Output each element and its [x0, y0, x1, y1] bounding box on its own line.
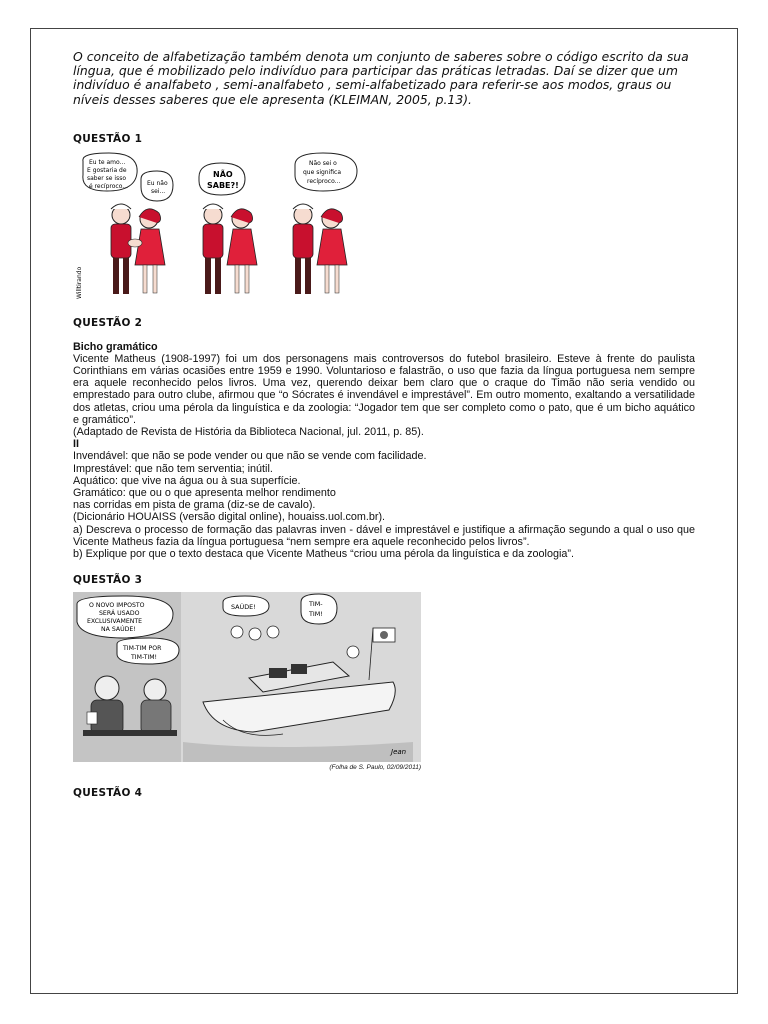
- document-content: [73, 50, 695, 799]
- comic2-bubble-1-line-1: O NOVO IMPOSTO: [89, 602, 145, 610]
- comic-strip-question-1: [73, 151, 363, 303]
- definition-line: Gramático: que ou o que apresenta melhor rendimento: [73, 487, 336, 500]
- question-3-title: QUESTÃO 3: [73, 574, 143, 587]
- definition-line: Imprestável: que não tem serventia; inútil.: [73, 462, 273, 475]
- comic1-bubble-1-line-3: saber se isso: [87, 174, 126, 182]
- question-2-paragraph: Vicente Matheus (1908-1997) foi um dos personagens mais controversos do futebol brasileiro. Esteve à frente do paulista Corinthians em várias ocasiões entre 1959 e 1990. Voluntarioso e falastrão, o uso que fazia da língua portuguesa nem sempre era aquele reconhecido pelos livros. Uma vez, querendo deixar bem claro que o craque do Timão não seria vendido ou emprestado para outro clube, afirmou que “o Sócrates é invendável e imprestável”. Em outro momento, exaltando a versatilidade dos atletas, criou uma pérola da linguística e da zoologia: “Jogador tem que ser completo como o pato, que é um bicho aquático e gramático”.: [73, 352, 695, 426]
- question-1-title: QUESTÃO 1: [73, 132, 143, 145]
- comic2-bubble-2-line-1: TIM-TIM POR: [123, 645, 162, 653]
- intro-paragraph: O conceito de alfabetização também denota um conjunto de saberes sobre o código escrito da sua língua, que é mobilizado pelo indivíduo para participar das práticas letradas. Daí se dizer que um indivíduo é analfabeto , semi-analfabeto , semi-alfabetizado para referir-se aos modos, graus ou níveis desses saberes que ele apresenta (KLEIMAN, 2005, p.13).: [73, 49, 689, 107]
- comic2-bubble-2-line-2: TIM-TIM!: [131, 654, 158, 662]
- comic2-bubble-1-line-4: NA SAÚDE!: [101, 626, 136, 634]
- comic2-signature: Jean: [391, 748, 407, 757]
- comic-question-3-image: [73, 592, 421, 762]
- question-2-source: (Adaptado de Revista de História da Biblioteca Nacional, jul. 2011, p. 85).: [73, 426, 424, 439]
- question-2-item-b: b) Explique por que o texto destaca que Vicente Matheus “criou uma pérola da linguística e da zoologia”.: [73, 548, 574, 561]
- comic1-bubble-1-line-1: Eu te amo...: [89, 158, 126, 166]
- comic1-bubble-4-line-3: recíproco...: [307, 177, 341, 185]
- comic1-bubble-3-line-2: SABE?!: [207, 180, 239, 190]
- comic2-bubble-1-line-3: EXCLUSIVAMENTE: [87, 618, 143, 626]
- comic2-bubble-3: SAÚDE!: [231, 603, 256, 612]
- comic-question-3: [73, 592, 421, 771]
- comic1-bubble-2-line-1: Eu não: [147, 179, 168, 187]
- comic2-bubble-4-line-1: TIM-: [309, 600, 323, 609]
- comic1-bubble-2-line-2: sei...: [151, 187, 166, 195]
- question-2-title: QUESTÃO 2: [73, 316, 143, 329]
- question-4-title: QUESTÃO 4: [73, 787, 143, 800]
- comic2-bubble-1-line-2: SERÁ USADO: [99, 610, 140, 618]
- definition-line: Aquático: que vive na água ou à sua superfície.: [73, 474, 301, 487]
- question-2-subtitle: Bicho gramático: [73, 340, 158, 353]
- comic2-bubble-4-line-2: TIM!: [309, 610, 323, 619]
- definition-line: Invendável: que não se pode vender ou que não se vende com facilidade.: [73, 450, 427, 463]
- question-2-roman-numeral: II: [73, 438, 79, 451]
- comic1-bubble-1-line-2: E gostaria de: [87, 166, 127, 174]
- comic-question-3-caption: (Folha de S. Paulo, 02/09/2011): [329, 764, 421, 772]
- comic1-bubble-4-line-1: Não sei o: [309, 159, 337, 167]
- comic1-bubble-1-line-4: é recíproco...: [89, 182, 128, 190]
- definition-line: nas corridas em pista de grama (diz-se de cavalo).: [73, 499, 316, 512]
- question-2-item-a: a) Descreva o processo de formação das palavras inven - dável e imprestável e justifique a afirmação segundo a qual o uso que Vicente Matheus fazia da língua portuguesa “nem sempre era aquele reconhecido pelos livros”.: [73, 523, 695, 548]
- comic1-bubble-3-line-1: NÃO: [213, 169, 233, 179]
- comic1-bubble-4-line-2: que significa: [303, 168, 342, 176]
- definition-line: (Dicionário HOUAISS (versão digital online), houaiss.uol.com.br).: [73, 511, 386, 524]
- comic1-signature: Willtirando: [76, 266, 83, 299]
